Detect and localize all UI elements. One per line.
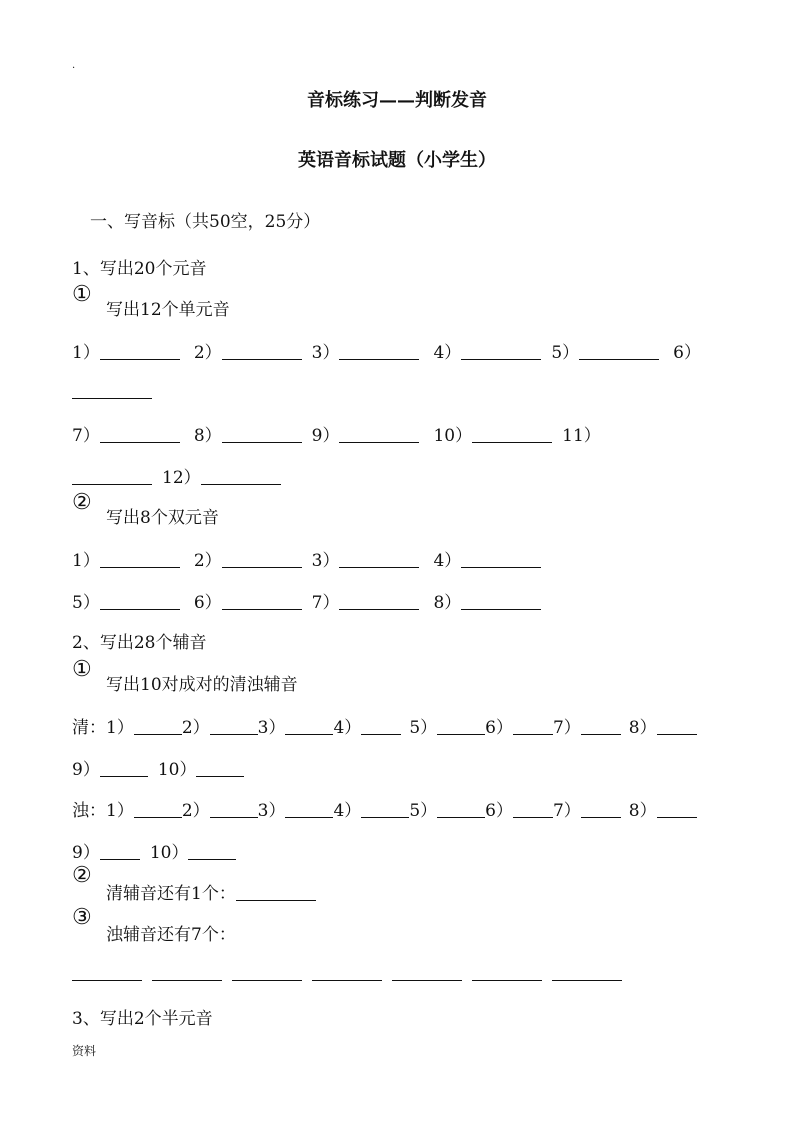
answer-blank[interactable] (472, 980, 542, 981)
answer-blank[interactable] (100, 776, 148, 777)
item-number: 9） (311, 426, 340, 446)
item-number: 6） (193, 593, 222, 613)
answer-blank[interactable] (361, 817, 409, 818)
answer-blank[interactable] (461, 567, 541, 568)
voiceless-row-continued (72, 755, 244, 780)
answer-blank[interactable] (552, 980, 622, 981)
extra-voiced-label: 浊辅音还有7个： (106, 925, 236, 945)
answer-blank[interactable] (134, 817, 182, 818)
item-number: 4） (333, 718, 362, 738)
answer-blank[interactable] (100, 859, 140, 860)
part-label: 写出10对成对的清浊辅音 (106, 675, 298, 695)
answer-blank[interactable] (72, 484, 152, 485)
item-number: 8） (433, 593, 462, 613)
answer-blank[interactable] (579, 359, 659, 360)
answer-row (72, 588, 541, 613)
item-number: 5） (409, 801, 438, 821)
answer-blank[interactable] (312, 980, 382, 981)
answer-blank[interactable] (513, 817, 553, 818)
item-number: 8） (628, 718, 657, 738)
answer-blank[interactable] (437, 817, 485, 818)
item-number: 10） (149, 843, 189, 863)
item-number: 10） (157, 760, 197, 780)
answer-blank[interactable] (134, 734, 182, 735)
answer-blank[interactable] (461, 609, 541, 610)
item-number: 6） (673, 343, 701, 363)
answer-blank[interactable] (201, 484, 281, 485)
answer-blank[interactable] (222, 567, 302, 568)
item-number: 2） (193, 343, 222, 363)
answer-row (72, 964, 622, 984)
item-number: 5） (72, 593, 100, 613)
page-title: 音标练习——判断发音 (307, 90, 487, 111)
voiced-row (72, 796, 697, 821)
part-label (106, 879, 316, 904)
question-2-label: 2、写出28个辅音 (72, 633, 207, 653)
item-number: 3） (257, 801, 286, 821)
extra-voiceless-label: 清辅音还有1个： (106, 884, 236, 904)
item-number: 1） (72, 343, 100, 363)
page-subtitle: 英语音标试题（小学生） (298, 150, 496, 171)
item-number: 2） (181, 801, 210, 821)
answer-blank[interactable] (581, 734, 621, 735)
item-number: 6） (485, 718, 513, 738)
answer-row (72, 463, 281, 488)
circled-2-marker: ② (72, 863, 92, 888)
answer-blank[interactable] (100, 567, 180, 568)
item-number: 11） (562, 426, 601, 446)
answer-blank[interactable] (222, 609, 302, 610)
answer-blank[interactable] (232, 980, 302, 981)
voiced-label: 浊： (72, 801, 106, 821)
item-number: 2） (181, 718, 210, 738)
answer-blank[interactable] (581, 817, 621, 818)
answer-blank[interactable] (210, 817, 258, 818)
item-number: 5） (551, 343, 580, 363)
circled-1-marker: ① (72, 657, 92, 682)
item-number: 1） (106, 801, 134, 821)
item-number: 7） (311, 593, 340, 613)
answer-blank[interactable] (285, 817, 333, 818)
answer-blank[interactable] (236, 900, 316, 901)
footer-text: 资料 (72, 1044, 97, 1058)
answer-blank[interactable] (339, 567, 419, 568)
answer-blank[interactable] (392, 980, 462, 981)
item-number: 2） (193, 551, 222, 571)
voiceless-row (72, 713, 697, 738)
item-number: 1） (72, 551, 100, 571)
part-label: 写出12个单元音 (106, 300, 230, 320)
item-number: 7） (552, 801, 581, 821)
corner-mark: . (72, 60, 76, 71)
item-number: 8） (193, 426, 222, 446)
answer-blank[interactable] (100, 359, 180, 360)
part-label: 写出8个双元音 (106, 508, 219, 528)
item-number: 10） (433, 426, 473, 446)
answer-blank[interactable] (285, 734, 333, 735)
answer-blank[interactable] (100, 609, 180, 610)
answer-blank[interactable] (437, 734, 485, 735)
item-number: 4） (333, 801, 362, 821)
item-number: 6） (485, 801, 513, 821)
answer-blank[interactable] (196, 776, 244, 777)
answer-blank[interactable] (657, 734, 697, 735)
item-number: 5） (409, 718, 438, 738)
question-3-label: 3、写出2个半元音 (72, 1009, 213, 1029)
item-number: 3） (257, 718, 286, 738)
circled-2-marker: ② (72, 490, 92, 515)
circled-3-marker: ③ (72, 905, 92, 930)
answer-blank[interactable] (152, 980, 222, 981)
voiceless-label: 清： (72, 718, 106, 738)
section-heading: 一、写音标（共50空，25分） (90, 212, 321, 232)
answer-blank[interactable] (222, 359, 302, 360)
answer-blank[interactable] (513, 734, 553, 735)
question-1-label: 1、写出20个元音 (72, 259, 207, 279)
item-number: 9） (72, 843, 100, 863)
answer-blank[interactable] (361, 734, 401, 735)
answer-row (72, 546, 541, 571)
item-number: 7） (552, 718, 581, 738)
item-number: 4） (433, 343, 462, 363)
item-number: 4） (433, 551, 462, 571)
item-number: 9） (72, 760, 100, 780)
item-number: 1） (106, 718, 134, 738)
answer-blank[interactable] (222, 442, 302, 443)
item-number: 7） (72, 426, 100, 446)
answer-blank[interactable] (339, 609, 419, 610)
answer-row (72, 382, 152, 402)
answer-row (72, 421, 601, 446)
answer-blank[interactable] (210, 734, 258, 735)
circled-1-marker: ① (72, 282, 92, 307)
item-number: 3） (311, 551, 340, 571)
answer-blank[interactable] (72, 398, 152, 399)
answer-row (72, 338, 701, 363)
item-number: 12） (162, 468, 201, 488)
answer-blank[interactable] (657, 817, 697, 818)
answer-blank[interactable] (472, 442, 552, 443)
answer-blank[interactable] (72, 980, 142, 981)
answer-blank[interactable] (339, 359, 419, 360)
answer-blank[interactable] (188, 859, 236, 860)
answer-blank[interactable] (339, 442, 419, 443)
answer-blank[interactable] (100, 442, 180, 443)
answer-blank[interactable] (461, 359, 541, 360)
item-number: 8） (628, 801, 657, 821)
voiced-row-continued (72, 838, 236, 863)
item-number: 3） (311, 343, 340, 363)
